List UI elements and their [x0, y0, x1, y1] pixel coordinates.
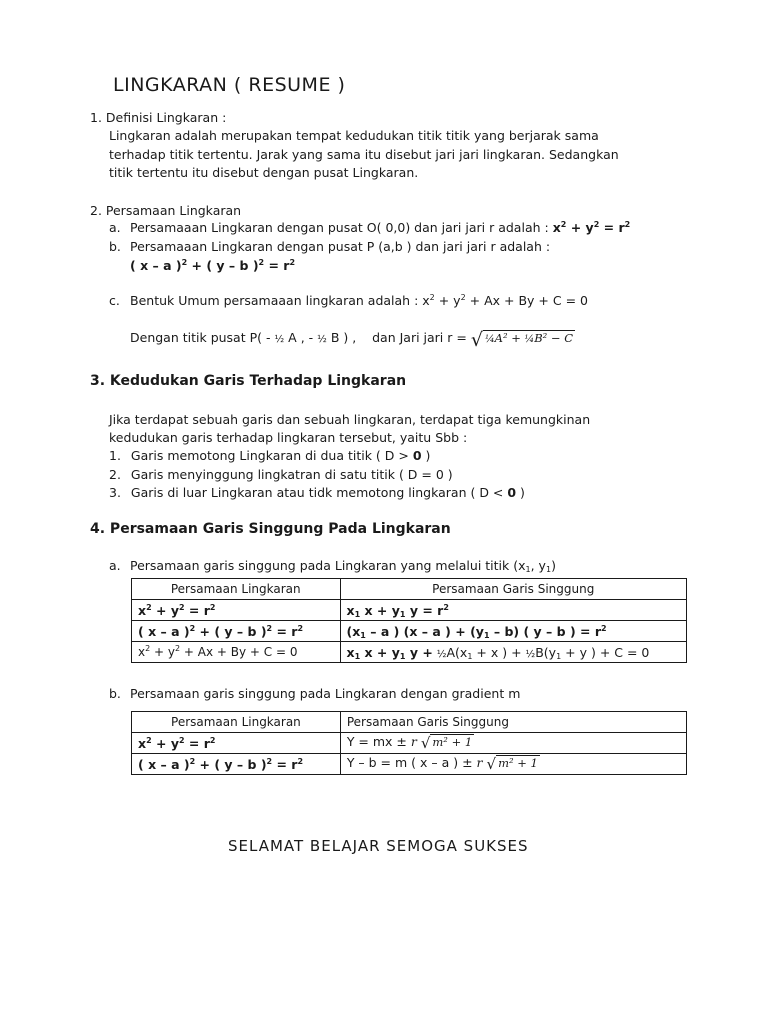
definition-line-2: terhadap titik tertentu. Jarak yang sama itu disebut jari jari lingkaran. Sedangkan	[109, 147, 619, 162]
list-item: 1. Garis memotong Lingkaran di dua titik ( D > 0 )	[109, 448, 431, 463]
item-2c-text: Bentuk Umum persamaaan lingkaran adalah :	[130, 293, 419, 308]
item-4a-label: a.	[109, 558, 121, 573]
table-row: $x^2 + y^2 = r^2$ Y = mx ± r √ m² + 1	[132, 733, 687, 754]
table-header-row	[132, 712, 687, 733]
table-header: Persamaan Garis Singgung	[340, 712, 686, 733]
item-2b-text: Persamaaan Lingkaran dengan pusat P (a,b ) dan jari jari r adalah :	[130, 239, 551, 254]
definition-line-3: titik tertentu itu disebut dengan pusat Lingkaran.	[109, 165, 419, 180]
tangent-gradient-table	[131, 711, 687, 775]
table-header: Persamaan Garis Singgung	[340, 579, 687, 600]
center-text-3: B ) ,	[330, 330, 357, 345]
list-item: 3. Garis di luar Lingkaran atau tidk memotong lingkaran ( D < 0 )	[109, 485, 525, 500]
item-4a: Persamaan garis singgung pada Lingkaran yang melalui titik ($x_1$, $y_1$)	[130, 558, 556, 574]
center-text: Dengan titik pusat P( -	[130, 330, 271, 345]
table-header: Persamaan Lingkaran	[132, 712, 341, 733]
formula-general-form: $x^2 + y^2 + Ax + By + C = 0$	[422, 293, 588, 308]
item-2a-text: Persamaaan Lingkaran dengan pusat O( 0,0) dan jari jari r adalah :	[130, 220, 549, 235]
table-row: $x^2 + y^2 + Ax + By + C = 0$ $x_1$ $x + y_1$ $y + \frac{1}{2}A(x_1 + x$ ) + $\frac{1}{2}B(y_1 + y$ ) + C = 0	[132, 642, 687, 663]
center-radius-line: Dengan titik pusat P( - ½ A , - ½ B ) , dan Jari jari r = √ ¼A² + ¼B² − C	[130, 329, 574, 351]
table-header-row	[132, 579, 687, 600]
list-item: 2. Garis menyinggung lingkatran di satu titik ( D = 0 )	[109, 467, 453, 482]
formula-circle-origin: $x^2 + y^2 = r^2$	[552, 220, 631, 235]
radius-text: dan Jari jari r =	[372, 330, 467, 345]
item-2c	[130, 291, 588, 310]
section-3-heading: 3. Kedudukan Garis Terhadap Lingkaran	[90, 373, 407, 389]
table-header: Persamaan Lingkaran	[132, 579, 341, 600]
section-2-heading: 2. Persamaan Lingkaran	[90, 203, 242, 218]
item-2a	[130, 218, 630, 237]
closing-message: SELAMAT BELAJAR SEMOGA SUKSES	[228, 837, 529, 855]
item-2c-label: c.	[109, 293, 120, 308]
section-1-heading: 1. Definisi Lingkaran :	[90, 110, 227, 125]
formula-circle-center: ( x – a )$^2$ + ( y – b )$^2 = r^2$	[130, 258, 296, 273]
section-3-intro-1: Jika terdapat sebuah garis dan sebuah lingkaran, terdapat tiga kemungkinan	[109, 412, 591, 427]
item-4b-label: b.	[109, 686, 121, 701]
center-text-2: A , -	[288, 330, 314, 345]
table-row: ( x – a )$^2$ + ( y – b )$^2 = r^2$ ($x_1$ – a ) (x – a ) + $(y_1 - b)$ ( y – b ) = $r^2$	[132, 621, 687, 642]
table-row: ( x – a )$^2$ + ( y – b )$^2 = r^2$ Y – b = m ( x – a ) ± r √ m² + 1	[132, 754, 687, 775]
item-2a-label: a.	[109, 220, 121, 235]
section-3-intro-2: kedudukan garis terhadap lingkaran tersebut, yaitu Sbb :	[109, 430, 468, 445]
item-4b-text: Persamaan garis singgung pada Lingkaran dengan gradient m	[130, 686, 521, 701]
table-row: $x^2 + y^2 = r^2$ $x_1$ $x + y_1$ $y = r^2$	[132, 600, 687, 621]
radius-formula: √ ¼A² + ¼B² − C	[470, 329, 574, 351]
page-title: LINGKARAN ( RESUME )	[113, 74, 346, 96]
tangent-point-table	[131, 578, 687, 663]
section-4-heading: 4. Persamaan Garis Singgung Pada Lingkaran	[90, 521, 451, 537]
item-2b-label: b.	[109, 239, 121, 254]
definition-line-1: Lingkaran adalah merupakan tempat kedudukan titik titik yang berjarak sama	[109, 128, 599, 143]
